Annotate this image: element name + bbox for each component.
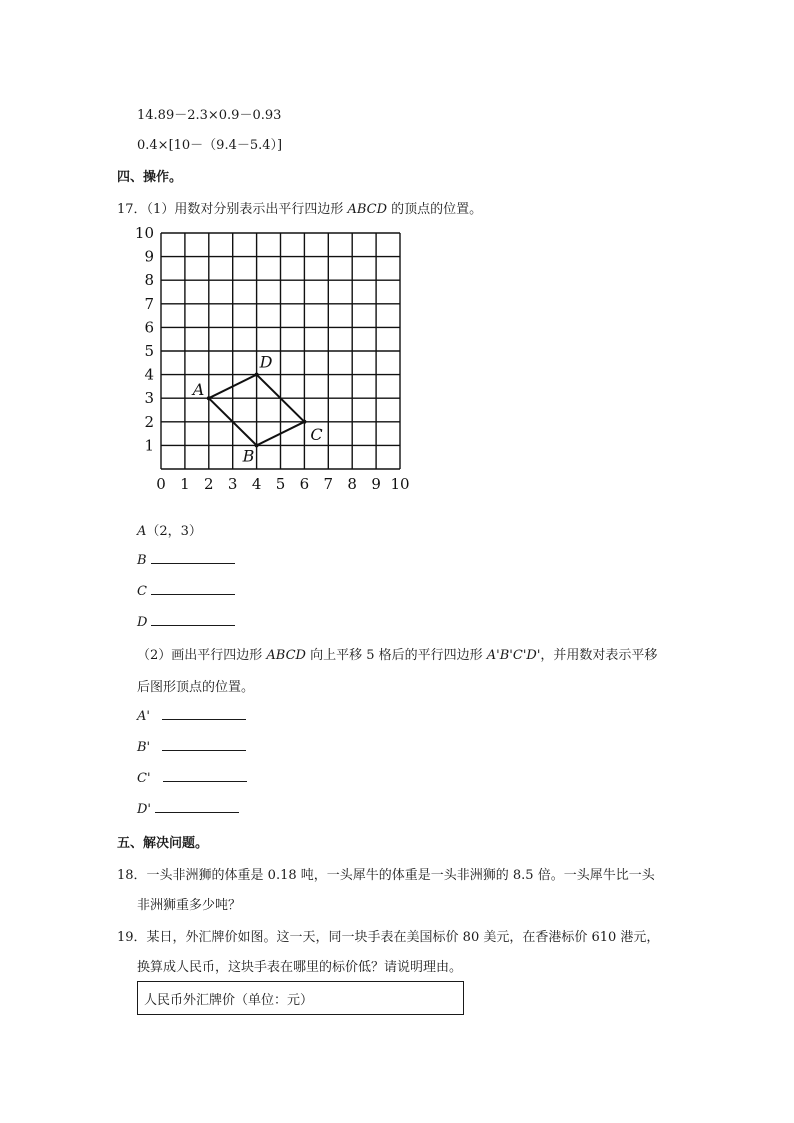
x-tick-label: 1 (180, 475, 190, 493)
x-tick-label: 4 (251, 475, 262, 493)
q17-prompt-pre: 17．（1）用数对分别表示出平行四边形 (117, 202, 348, 217)
vertex-point-d (255, 373, 259, 377)
x-tick-label: 7 (323, 475, 334, 493)
answer-d-blank[interactable] (151, 613, 235, 626)
y-tick-label: 4 (144, 365, 154, 384)
answer-b-label: B (137, 553, 147, 568)
q18-line1: 18．一头非洲狮的体重是 0.18 吨，一头犀牛的体重是一头非洲狮的 8.5 倍。一头犀牛比一头 (117, 868, 655, 883)
coordinate-grid (134, 224, 425, 504)
y-tick-label: 9 (144, 247, 154, 266)
answer-d-label: D (137, 615, 148, 630)
y-tick-label: 6 (144, 318, 154, 337)
coordinate-grid-svg (134, 224, 425, 504)
x-tick-label: 6 (299, 475, 310, 493)
y-tick-label: 7 (144, 294, 154, 313)
y-tick-label: 10 (134, 224, 154, 242)
q17-part2-mid: 向上平移 5 格后的平行四边形 (305, 648, 487, 663)
q17-prompt-post: 的顶点的位置。 (387, 202, 483, 217)
section-5-heading: 五、解决问题。 (117, 836, 209, 851)
answer-c-prime-blank[interactable] (163, 769, 247, 782)
answer-c-blank[interactable] (151, 582, 235, 595)
q17-prompt-shape: ABCD (347, 202, 388, 217)
x-tick-label: 10 (390, 475, 410, 493)
answer-a-label: A (137, 524, 147, 539)
q17-part2-post: ，并用数对表示平移 (540, 648, 658, 663)
vertex-point-a (207, 396, 211, 400)
x-tick-label: 8 (347, 475, 357, 493)
q17-part2-line2: 后图形顶点的位置。 (137, 680, 255, 695)
q17-part2-shape: ABCD (266, 648, 306, 663)
exchange-rate-table-title: 人民币外汇牌价（单位：元） (144, 993, 314, 1008)
answer-c (137, 582, 235, 599)
y-tick-label: 8 (144, 271, 154, 290)
expression-1: 14.89－2.3×0.9－0.93 (137, 108, 282, 123)
y-tick-label: 3 (144, 389, 154, 408)
q17-part2-shape2: A'B'C'D' (486, 648, 541, 663)
answer-d-prime (137, 800, 239, 817)
answer-c-prime-label: C' (137, 771, 151, 786)
answer-b (137, 551, 235, 568)
q17-part2-line1 (137, 644, 657, 663)
answer-d-prime-label: D' (137, 802, 151, 817)
vertex-label-c: C (310, 424, 323, 444)
x-tick-label: 3 (227, 475, 238, 493)
answer-a-prime-label: A' (137, 709, 150, 724)
answer-a (137, 520, 202, 539)
answer-b-blank[interactable] (151, 551, 235, 564)
x-tick-label: 9 (371, 475, 381, 493)
answer-a-prime-blank[interactable] (162, 707, 246, 720)
x-tick-label: 2 (204, 475, 214, 493)
vertex-label-a: A (192, 380, 205, 400)
y-tick-label: 2 (144, 412, 154, 431)
answer-a-prime (137, 707, 246, 724)
q19-line2: 换算成人民币，这块手表在哪里的标价低？请说明理由。 (137, 960, 463, 975)
vertex-point-c (302, 420, 306, 424)
answer-b-prime (137, 738, 246, 755)
answer-c-prime (137, 769, 247, 786)
x-tick-label: 5 (275, 475, 286, 493)
expression-2: 0.4×[10－（9.4－5.4）] (137, 138, 283, 153)
x-tick-label: 0 (156, 475, 166, 493)
q19-line1: 19．某日，外汇牌价如图。这一天，同一块手表在美国标价 80 美元，在香港标价 610 港元， (117, 930, 660, 945)
y-tick-label: 5 (144, 342, 154, 360)
answer-d (137, 613, 235, 630)
vertex-label-b: B (242, 446, 255, 466)
answer-a-value: （2，3） (146, 524, 202, 539)
answer-d-prime-blank[interactable] (155, 800, 239, 813)
q18-line2: 非洲狮重多少吨？ (137, 898, 242, 913)
section-4-heading: 四、操作。 (117, 170, 183, 185)
answer-b-prime-label: B' (137, 740, 151, 755)
y-tick-label: 1 (144, 436, 154, 455)
vertex-point-b (255, 443, 259, 447)
vertex-label-d: D (259, 352, 273, 372)
answer-b-prime-blank[interactable] (162, 738, 246, 751)
q17-part2-pre: （2）画出平行四边形 (137, 648, 267, 663)
answer-c-label: C (137, 584, 147, 599)
q17-prompt (117, 198, 482, 217)
exchange-rate-table (137, 981, 464, 1015)
